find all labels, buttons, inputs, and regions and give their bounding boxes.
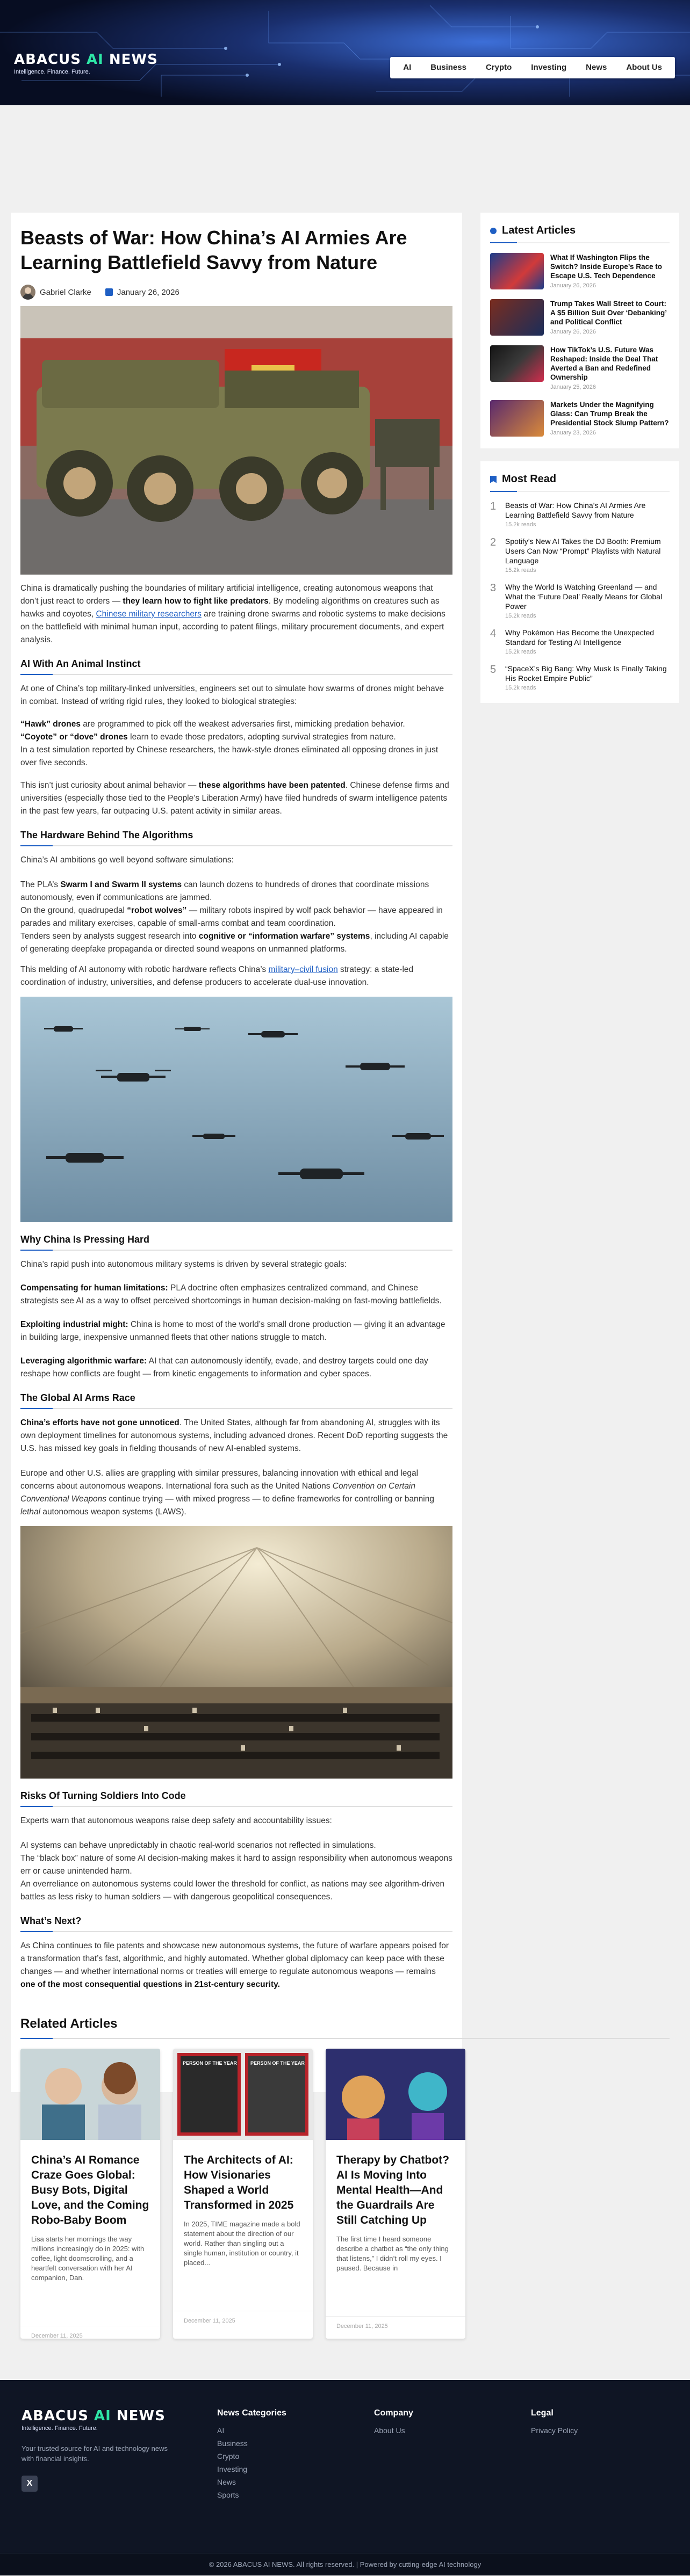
goal-industrial-might: Exploiting industrial might: China is home to most of the world’s small drone production — giving it an advantage in building large, inexpensive unmanned fleets that other nations struggle to match. [20, 1320, 445, 1342]
footer-description: Your trusted source for AI and technology news with financial insights. [21, 2444, 168, 2463]
card-date: December 11, 2025 [20, 2326, 160, 2339]
related-card[interactable] [326, 2049, 465, 2339]
heading-underline [20, 674, 452, 675]
latest-title[interactable]: How TikTok’s U.S. Future Was Reshaped: Inside the Deal That Averted a Ban and Redefined Ownership [550, 346, 658, 381]
rank-number: 4 [490, 628, 497, 640]
author-name[interactable]: Gabriel Clarke [40, 287, 91, 297]
footer-heading-legal: Legal [531, 2408, 554, 2418]
card-image-therapy-chatbot[interactable] [326, 2049, 465, 2140]
footer-tagline: Intelligence. Finance. Future. [21, 2425, 98, 2432]
hero-image-military-vehicle [20, 306, 452, 575]
paragraph-europe: Europe and other U.S. allies are grappling with similar pressures, balancing innovation with ethical and legal concerns about autonomous weapons. International fora such as the United Nations Convention on Certain Conventional Weapons continue trying — with mixed progress — to define frameworks for controlling or banning lethal autonomous weapon systems (LAWS). [20, 1469, 434, 1516]
site-footer [0, 2380, 690, 2575]
card-title[interactable]: China’s AI Romance Craze Goes Global: Busy Bots, Digital Love, and the Coming Robo-Baby Boom [31, 2154, 149, 2226]
most-read-widget [480, 461, 679, 703]
card-title[interactable]: The Architects of AI: How Visionaries Shaped a World Transformed in 2025 [184, 2154, 294, 2211]
most-read-item[interactable] [490, 500, 670, 528]
x-social-icon[interactable]: X [21, 2476, 38, 2492]
latest-title[interactable]: What If Washington Flips the Switch? Inside Europe’s Race to Escape U.S. Tech Dependence [550, 253, 663, 280]
goal-human-limitations: Compensating for human limitations: PLA doctrine often emphasizes centralized command, and Chinese strategists see AI as a way to offset perceived shortcomings in human decision-making on fast-moving battlefields. [20, 1283, 442, 1305]
read-count: 15.2k reads [505, 567, 536, 574]
list-hardware: The PLA’s Swarm I and Swarm II systems can launch dozens to hundreds of drones that coordinate missions autonomously, even if communications are jammed. On the ground, quadrupedal “robot wolves” — military robots inspired by wolf pack behavior — have appeared in parades and military exercises, capable of small-arms combat and team coordination. Tenders seen by analysts suggest research into cognitive or “information warfare” systems, including AI capable of generating deepfake propaganda or directed sound weapons on unmanned platforms. [20, 880, 449, 954]
paragraph-us-response: China’s efforts have not gone unnoticed. The United States, although far from abandoning AI, struggles with its own deployment timelines for autonomous systems, including advanced drones. Recent DoD reporting suggests the U.S. has missed key goals in fielding thousands of new AI-enabled systems. [20, 1418, 448, 1453]
card-date: December 11, 2025 [326, 2316, 465, 2330]
footer-link-business[interactable]: Business [217, 2439, 248, 2448]
related-card[interactable] [20, 2049, 160, 2339]
latest-date: January 26, 2026 [550, 282, 596, 289]
most-read-title: Most Read [502, 473, 557, 485]
cover-text: PERSON OF THE YEAR [183, 2060, 237, 2066]
section-heading-animal-instinct: AI With An Animal Instinct [20, 658, 141, 669]
bookmark-icon [490, 476, 497, 483]
card-excerpt: In 2025, TIME magazine made a bold statement about the direction of our world. Rather than singling out a single human, institution or country, it placed... [184, 2220, 300, 2267]
footer-link-ai[interactable]: AI [217, 2426, 225, 2435]
section-heading-hardware: The Hardware Behind The Algorithms [20, 830, 193, 840]
nav-news[interactable]: News [586, 63, 607, 72]
card-image-time-covers[interactable] [173, 2049, 313, 2140]
list-risks: AI systems can behave unpredictably in chaotic real-world scenarios not reflected in simulations. The “black box” nature of some AI decision-making makes it hard to assign responsibility when autonomous weapons err or cause unintended harm. An overreliance on autonomous systems could lower the threshold for conflict, as nations may see algorithm-driven battles as less risky to human soldiers — with dangerous geopolitical consequences. [20, 1841, 452, 1902]
heading-underline [20, 1806, 452, 1807]
latest-dot-icon [490, 228, 497, 234]
heading-underline [20, 1250, 452, 1251]
section-heading-why-china: Why China Is Pressing Hard [20, 1234, 150, 1245]
latest-thumbnail[interactable] [490, 400, 544, 437]
latest-date: January 23, 2026 [550, 430, 596, 436]
image-un-assembly-hall [20, 1526, 452, 1779]
goal-algorithmic-warfare: Leveraging algorithmic warfare: AI that can autonomously identify, evade, and destroy targets could one day reshape how conflicts are fought — from kinetic engagements to information and cyber spaces. [20, 1356, 428, 1378]
latest-articles-widget [480, 213, 679, 448]
most-read-title-link[interactable]: Why the World Is Watching Greenland — and What the ‘Future Deal’ Really Means for Global Power [505, 583, 663, 611]
latest-thumbnail[interactable] [490, 253, 544, 289]
sidebar [480, 213, 679, 716]
latest-article-item[interactable] [490, 345, 670, 390]
nav-business[interactable]: Business [430, 63, 466, 72]
paragraph: China’s AI ambitions go well beyond software simulations: [20, 855, 234, 865]
related-card[interactable] [173, 2049, 313, 2339]
read-count: 15.2k reads [505, 521, 536, 528]
heading-underline [20, 845, 452, 846]
most-read-title-link[interactable]: Beasts of War: How China’s AI Armies Are Learning Battlefield Savvy from Nature [505, 501, 646, 519]
heading-underline [20, 1408, 452, 1409]
most-read-item[interactable] [490, 628, 670, 655]
link-military-civil-fusion[interactable]: military–civil fusion [268, 965, 338, 974]
footer-link-about-us[interactable]: About Us [374, 2426, 405, 2435]
article-title: Beasts of War: How China’s AI Armies Are Learning Battlefield Savvy from Nature [20, 227, 407, 273]
latest-article-item[interactable] [490, 400, 670, 437]
calendar-icon [105, 288, 113, 296]
article [11, 213, 462, 2092]
article-meta [20, 285, 452, 300]
most-read-item[interactable] [490, 582, 670, 619]
rank-number: 1 [490, 500, 497, 512]
nav-ai[interactable]: AI [403, 63, 412, 72]
most-read-item[interactable] [490, 664, 670, 691]
footer-link-investing[interactable]: Investing [217, 2465, 248, 2473]
read-count: 15.2k reads [505, 649, 536, 655]
most-read-item[interactable] [490, 536, 670, 574]
latest-date: January 25, 2026 [550, 384, 596, 390]
most-read-title-link[interactable]: Why Pokémon Has Become the Unexpected Standard for Testing AI Intelligence [505, 628, 655, 647]
nav-crypto[interactable]: Crypto [485, 63, 512, 72]
related-articles [11, 2016, 679, 2339]
read-count: 15.2k reads [505, 685, 536, 691]
paragraph-civil-fusion: This melding of AI autonomy with robotic hardware reflects China’s military–civil fusion strategy: a state-led coordination of industry, universities, and defense producers to accelerate dual-use innovation. [20, 965, 414, 987]
paragraph: China’s rapid push into autonomous military systems is driven by several strategic goals: [20, 1260, 347, 1269]
footer-link-crypto[interactable]: Crypto [217, 2452, 240, 2461]
section-heading-risks: Risks Of Turning Soldiers Into Code [20, 1790, 186, 1801]
rank-number: 5 [490, 664, 497, 676]
footer-link-privacy-policy[interactable]: Privacy Policy [531, 2426, 578, 2435]
paragraph: At one of China’s top military-linked universities, engineers set out to simulate how swarms of drones might behave in combat. Instead of writing rigid rules, they looked to biological strategies: [20, 684, 444, 706]
footer-heading-categories: News Categories [217, 2408, 286, 2418]
rank-number: 2 [490, 536, 497, 548]
latest-article-item[interactable] [490, 299, 670, 336]
most-read-title-link[interactable]: “SpaceX’s Big Bang: Why Musk Is Finally Taking His Rocket Empire Public” [505, 664, 667, 683]
footer-heading-company: Company [374, 2408, 413, 2418]
logo-word-abacus: ABACUS [14, 52, 81, 68]
footer-link-news[interactable]: News [217, 2478, 236, 2486]
footer-logo[interactable]: ABACUS AI NEWS [21, 2408, 166, 2424]
site-logo[interactable] [14, 52, 158, 75]
section-heading-arms-race: The Global AI Arms Race [20, 1392, 135, 1403]
rank-number: 3 [490, 582, 497, 594]
section-heading-whats-next: What’s Next? [20, 1915, 82, 1926]
author-avatar [20, 285, 35, 300]
paragraph-patents: This isn’t just curiosity about animal behavior — these algorithms have been patented. Chinese defense firms and universities (especially those tied to the People’s Liberation Army) have filed hundreds of swarm intelligence patents in the past few years, far outpacing U.S. patent activity in similar areas. [20, 781, 449, 816]
footer-link-sports[interactable]: Sports [217, 2491, 239, 2499]
latest-date: January 26, 2026 [550, 329, 596, 335]
intro-paragraph: China is dramatically pushing the boundaries of military artificial intelligence, creating autonomous weapons that don’t just react to orders — they learn how to fight like predators. By modeling algorithms on creatures such as hawks and coyotes, Chinese military researchers are training drone swarms and robotic systems to make decisions on the battlefield with minimal human input, according to patent filings, military procurement documents, and expert analysis. [20, 584, 445, 644]
image-drone-swarm [20, 997, 452, 1222]
related-title: Related Articles [20, 2016, 118, 2031]
cover-text: PERSON OF THE YEAR [250, 2060, 305, 2066]
article-date: January 26, 2026 [117, 287, 179, 297]
main-nav [390, 57, 675, 78]
card-date: December 11, 2025 [173, 2311, 313, 2324]
site-header [0, 0, 690, 105]
card-excerpt: Lisa starts her mornings the way millions increasingly do in 2025: with coffee, light doomscrolling, and a heartfelt conversation with her AI companion, Dan. [31, 2235, 145, 2282]
latest-title[interactable]: Markets Under the Magnifying Glass: Can Trump Break the Presidential Stock Slump Pattern? [550, 401, 669, 427]
section-underline [20, 2038, 670, 2039]
nav-investing[interactable]: Investing [531, 63, 567, 72]
paragraph: Experts warn that autonomous weapons raise deep safety and accountability issues: [20, 1816, 332, 1825]
widget-underline [490, 242, 670, 243]
list-hawk-drones: “Hawk” drones are programmed to pick off the weakest adversaries first, mimicking predation behavior. “Coyote” or “dove” drones learn to evade those predators, adopting survival strategies from nature. In a test simulation reported by Chinese researchers, the hawk-style drones eliminated all opposing drones in just over five seconds. [20, 720, 439, 767]
card-excerpt: The first time I heard someone describe a chatbot as “the only thing that listens,” I didn’t roll my eyes. I paused. Because in [336, 2235, 449, 2272]
paragraph-conclusion: As China continues to file patents and showcase new autonomous systems, the future of warfare appears poised for a transformation that’s fast, algorithmic, and highly automated. Whether global diplomacy can keep pace with these changes — and whether international norms or treaties will emerge to regulate autonomous weapons — remains one of the most consequential questions in 21st-century security. [20, 1941, 449, 1989]
most-read-title-link[interactable]: Spotify’s New AI Takes the DJ Booth: Premium Users Can Now “Prompt” Playlists with Natural Language [505, 537, 661, 565]
heading-underline [20, 1931, 452, 1932]
read-count: 15.2k reads [505, 613, 536, 619]
card-image-ai-romance[interactable] [20, 2049, 160, 2140]
logo-word-ai: AI [87, 52, 104, 68]
footer-copyright: © 2026 ABACUS AI NEWS. All rights reserved. | Powered by cutting-edge AI technology [0, 2553, 690, 2575]
link-chinese-military-researchers[interactable]: Chinese military researchers [96, 609, 202, 619]
card-title[interactable]: Therapy by Chatbot? AI Is Moving Into Mental Health—And the Guardrails Are Still Catching Up [336, 2154, 450, 2226]
widget-underline [490, 491, 670, 492]
latest-title[interactable]: Trump Takes Wall Street to Court: A $5 Billion Suit Over ‘Debanking’ and Political Conflict [550, 300, 667, 326]
latest-articles-title: Latest Articles [502, 224, 576, 236]
latest-thumbnail[interactable] [490, 299, 544, 336]
latest-thumbnail[interactable] [490, 345, 544, 382]
logo-word-news: NEWS [109, 52, 158, 68]
latest-article-item[interactable] [490, 253, 670, 289]
nav-about-us[interactable]: About Us [626, 63, 662, 72]
logo-tagline: Intelligence. Finance. Future. [14, 69, 90, 75]
